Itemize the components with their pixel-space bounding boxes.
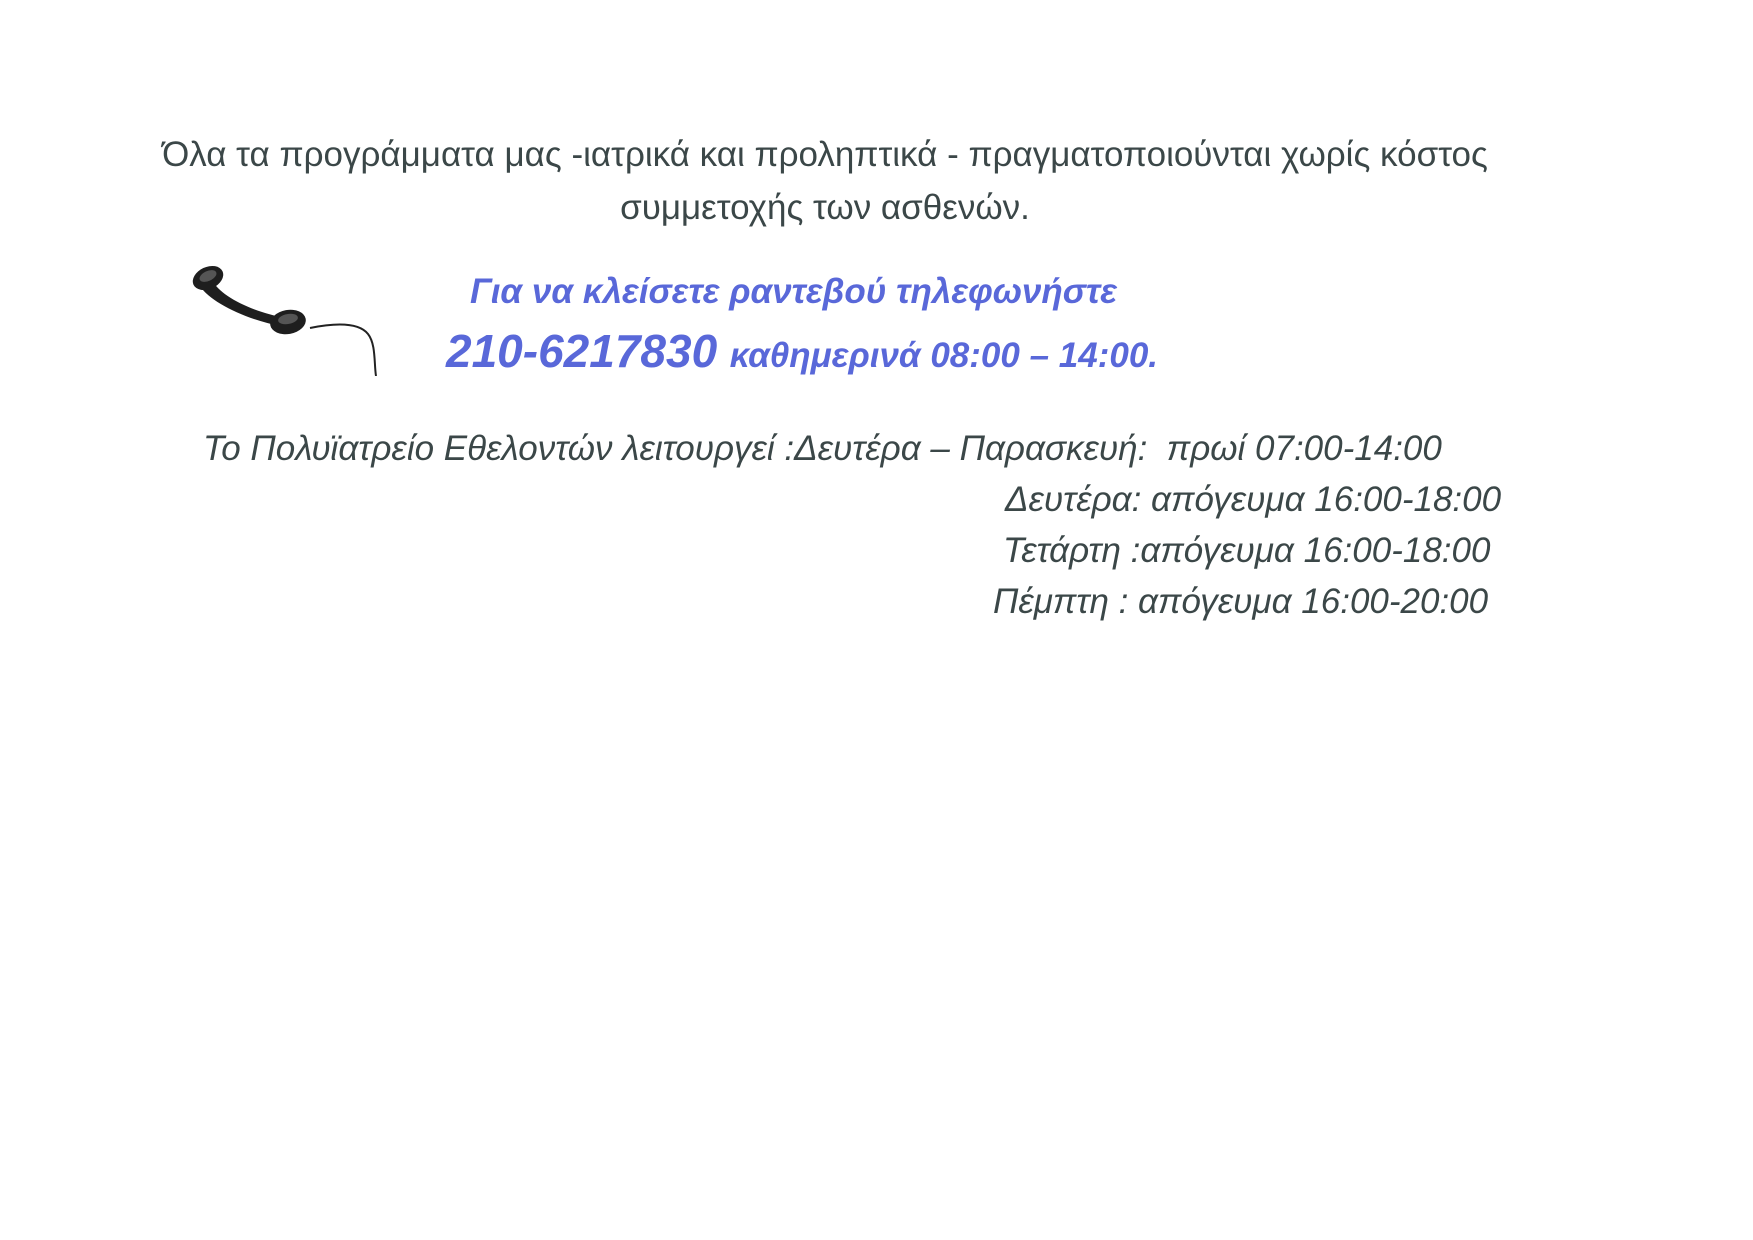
phone-number: 210-6217830 [446,325,718,377]
intro-line-1: Όλα τα προγράμματα μας -ιατρικά και προληπτικά - πραγματοποιούνται χωρίς κόστος [162,135,1488,174]
appointment-prompt: Για να κλείσετε ραντεβού τηλεφωνήστε [470,272,1118,311]
appointment-details [446,324,1158,378]
intro-line-2: συμμετοχής των ασθενών. [620,188,1030,227]
schedule-monday: Δευτέρα: απόγευμα 16:00-18:00 [1005,480,1502,519]
schedule-heading: Το Πολυϊατρείο Εθελοντών λειτουργεί :Δευτέρα – Παρασκευή: πρωί 07:00-14:00 [203,429,1442,468]
intro-paragraph [60,128,1590,234]
schedule-wednesday: Τετάρτη :απόγευμα 16:00-18:00 [1003,531,1491,570]
schedule-thursday: Πέμπτη : απόγευμα 16:00-20:00 [993,582,1489,621]
phone-hours: καθημερινά 08:00 – 14:00. [729,336,1159,375]
telephone-handset-icon [190,264,380,376]
